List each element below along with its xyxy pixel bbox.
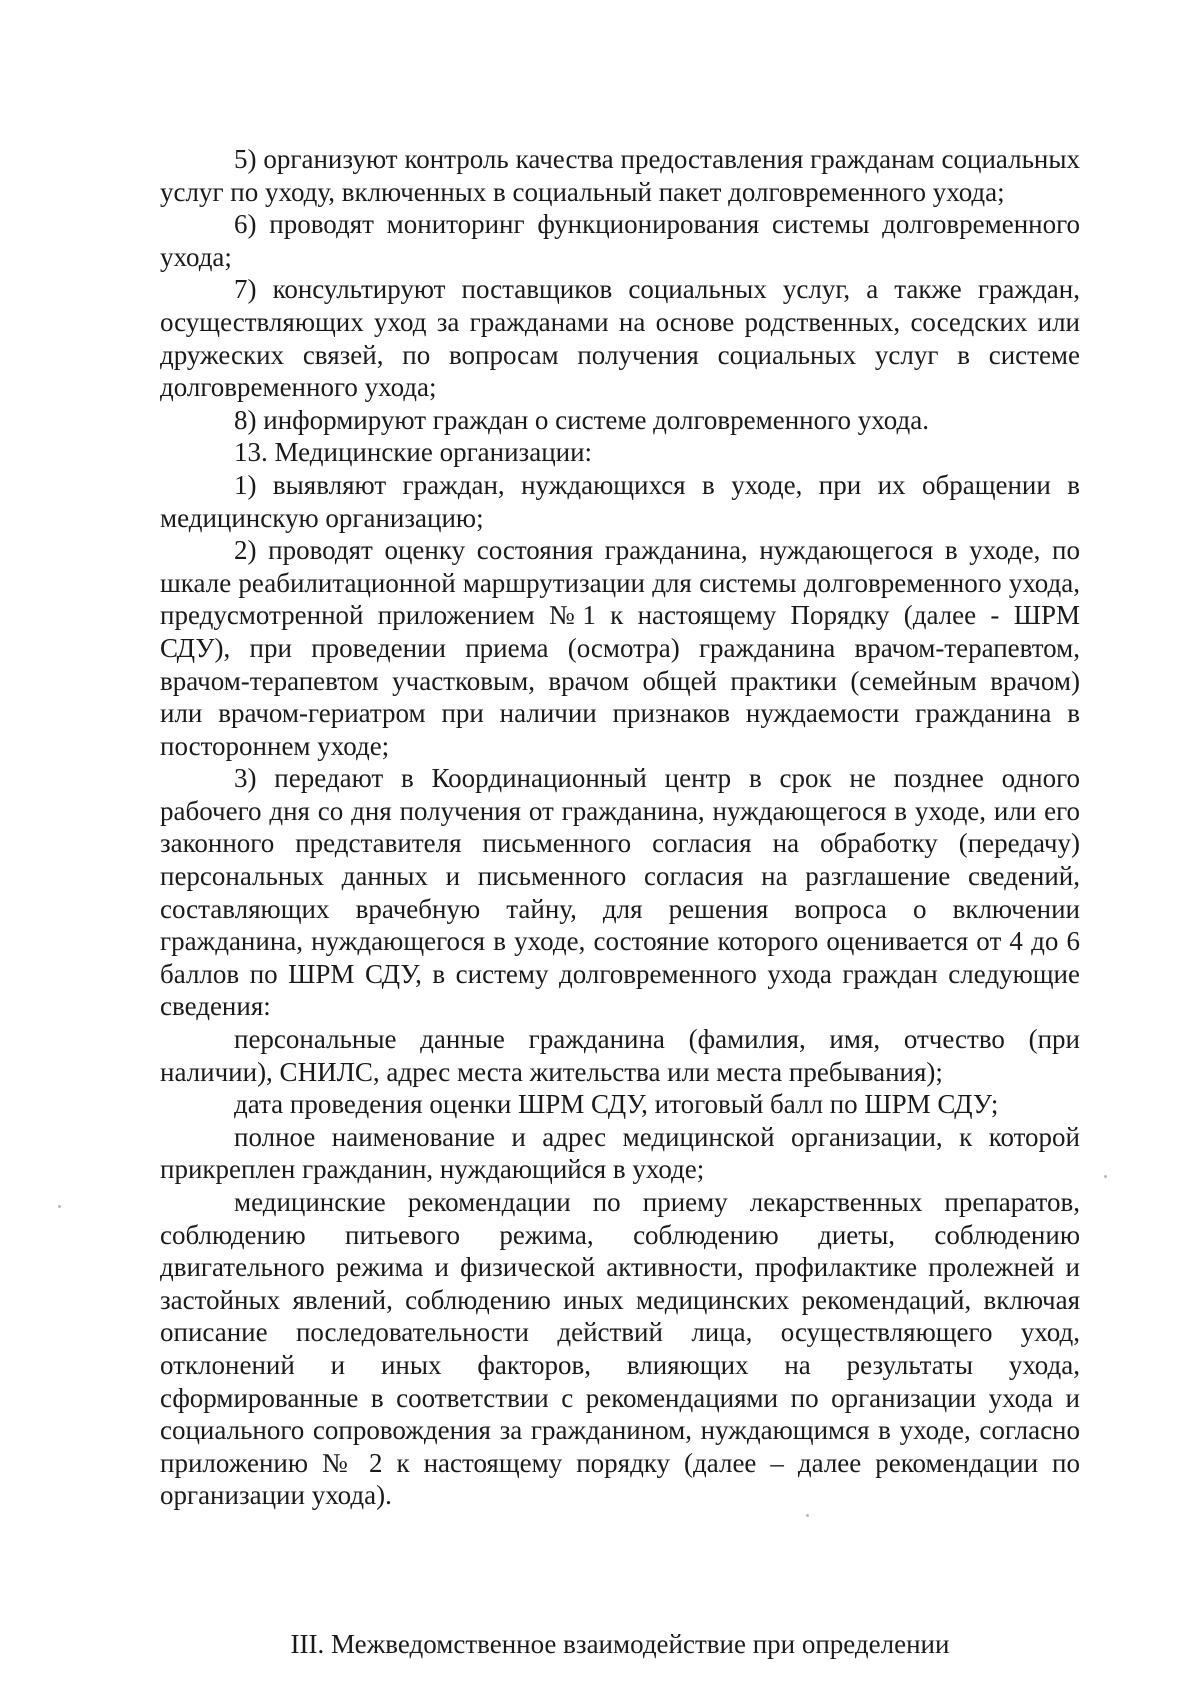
paragraph-personal-data: персональные данные гражданина (фамилия, имя, отчество (при наличии), СНИЛС, адрес места жительства или места пребывания); xyxy=(160,1024,1080,1087)
scan-speck xyxy=(806,1514,809,1517)
paragraph-medical-organization: полное наименование и адрес медицинской организации, к которой прикреплен гражданин, нуждающийся в уходе; xyxy=(160,1121,1080,1185)
section-heading: III. Межведомственное взаимодействие при определении xyxy=(290,1629,950,1659)
clause-13-heading: 13. Медицинские организации: xyxy=(234,437,593,468)
paragraph-medical-recommendations: медицинские рекомендации по приему лекарственных препаратов, соблюдению питьевого режима, соблюдению диеты, соблюдению двигательного режима и физической активности, профилактике пролежней и застойных явлений, соблюдению иных медицинских рекомендаций, включая описание последовательности действий лица, осуществляющего уход, отклонений и иных факторов, влияющих на результаты ухода, сформированные в соответствии с рекомендациями по организации ухода и социального сопровождения за гражданином, нуждающимся в уходе, согласно приложению № 2 к настоящему порядку (далее – далее рекомендации по организации ухода). xyxy=(160,1187,1080,1511)
paragraph-item-1: 1) выявляют граждан, нуждающихся в уходе, при их обращении в медицинскую организацию; xyxy=(160,469,1080,533)
paragraph-item-3: 3) передают в Координационный центр в срок не позднее одного рабочего дня со дня получения от гражданина, нуждающегося в уходе, или его законного представителя письменного согласия на обработку (передачу) персональных данных и письменного согласия на разглашение сведений, составляющих врачебную тайну, для решения вопроса о включении гражданина, нуждающегося в уходе, состояние которого оценивается от 4 до 6 баллов по ШРМ СДУ, в систему долговременного ухода граждан следующие сведения: xyxy=(160,763,1080,1022)
paragraph-item-2: 2) проводят оценку состояния гражданина, нуждающегося в уходе, по шкале реабилитационной маршрутизации для системы долговременного ухода, предусмотренной приложением №1 к настоящему Порядку (далее - ШРМ СДУ), при проведении приема (осмотра) гражданина врачом-терапевтом, врачом-терапевтом участковым, врачом общей практики (семейным врачом) или врачом-гериатром при наличии признаков нуждаемости гражданина в постороннем уходе; xyxy=(160,535,1080,761)
paragraph-item-6: 6) проводят мониторинг функционирования системы долговременного ухода; xyxy=(160,209,1080,272)
document-body xyxy=(160,143,1080,1512)
paragraph-assessment-date: дата проведения оценки ШРМ СДУ, итоговый балл по ШРМ СДУ; xyxy=(234,1089,999,1120)
paragraph-item-8: 8) информируют граждан о системе долговременного ухода. xyxy=(234,404,929,435)
paragraph-item-5: 5) организуют контроль качества предоставления гражданам социальных услуг по уходу, включенных в социальный пакет долговременного ухода; xyxy=(160,144,1080,207)
scan-speck xyxy=(58,1205,61,1208)
scan-speck xyxy=(1104,1175,1107,1178)
paragraph-item-7: 7) консультируют поставщиков социальных услуг, а также граждан, осуществляющих уход за гражданами на основе родственных, соседских или дружеских связей, по вопросам получения социальных услуг в системе долговременного ухода; xyxy=(160,274,1080,403)
